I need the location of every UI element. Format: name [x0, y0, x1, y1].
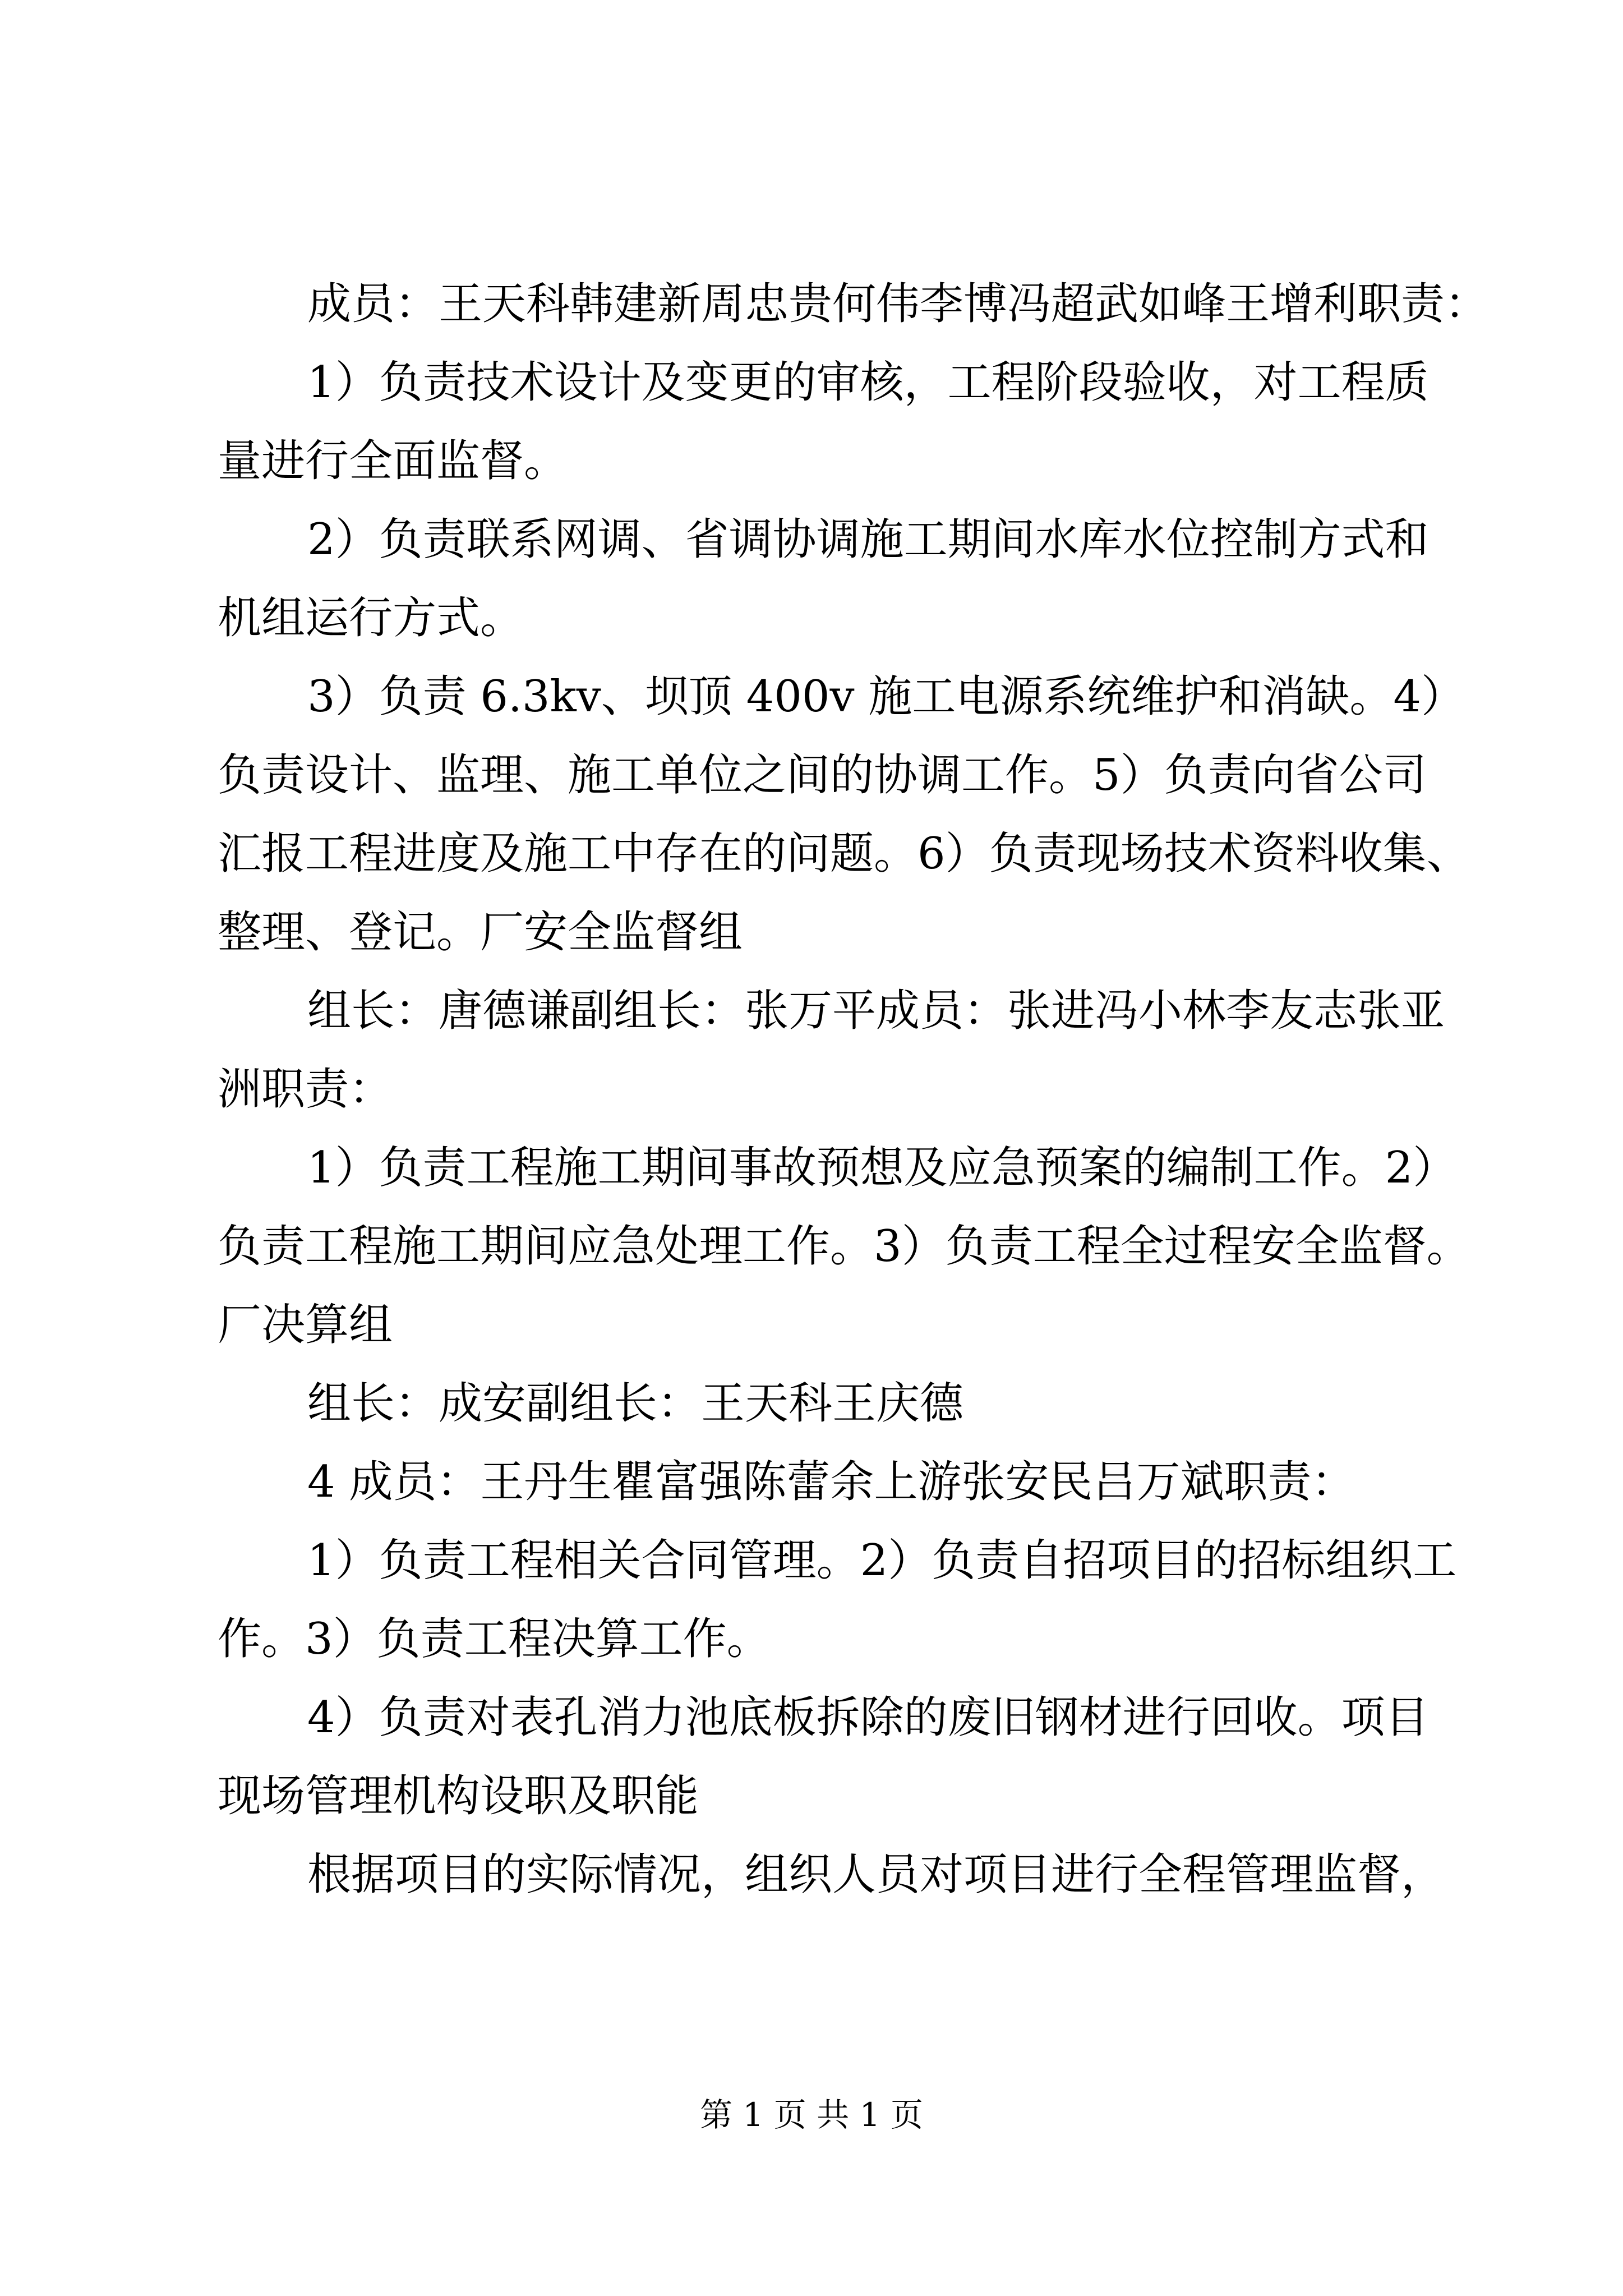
paragraph-line: 负责设计、监理、施工单位之间的协调工作。5）负责向省公司 [218, 750, 1427, 800]
paragraph-line: 机组运行方式。 [218, 593, 524, 643]
paragraph-line: 1）负责技术设计及变更的审核，工程阶段验收，对工程质 [307, 357, 1429, 408]
page-footer: 第 1 页 共 1 页 [700, 2096, 923, 2134]
document-body [218, 265, 1489, 1914]
paragraph-line: 4）负责对表孔消力池底板拆除的废旧钢材进行回收。项目 [307, 1692, 1429, 1743]
paragraph-line: 汇报工程进度及施工中存在的问题。6）负责现场技术资料收集、 [218, 829, 1470, 879]
paragraph-line: 1）负责工程相关合同管理。2）负责自招项目的招标组织工 [307, 1535, 1457, 1586]
paragraph-line: 3）负责 6.3kv、坝顶 400v 施工电源系统维护和消缺。4） [307, 671, 1465, 722]
paragraph-line: 洲职责： [218, 1064, 393, 1115]
paragraph-line: 现场管理机构设职及职能 [218, 1771, 699, 1821]
paragraph-line: 作。3）负责工程决算工作。 [218, 1614, 771, 1664]
paragraph-line: 整理、登记。厂安全监督组 [218, 907, 743, 958]
paragraph-line: 厂决算组 [218, 1300, 393, 1350]
paragraph-line: 成员：王天科韩建新周忠贵何伟李博冯超武如峰王增利职责： [307, 279, 1489, 329]
paragraph-line: 4 成员：王丹生瞿富强陈蕾余上游张安民吕万斌职责： [307, 1457, 1355, 1507]
paragraph-line: 负责工程施工期间应急处理工作。3）负责工程全过程安全监督。 [218, 1221, 1470, 1272]
paragraph-line: 组长：唐德谦副组长：张万平成员：张进冯小林李友志张亚 [307, 986, 1445, 1036]
paragraph-line: 1）负责工程施工期间事故预想及应急预案的编制工作。2） [307, 1143, 1457, 1193]
paragraph-line: 组长：成安副组长：王天科王庆德 [307, 1378, 964, 1429]
paragraph-line: 量进行全面监督。 [218, 436, 568, 486]
paragraph-line: 根据项目的实际情况，组织人员对项目进行全程管理监督， [307, 1849, 1445, 1900]
paragraph-line: 2）负责联系网调、省调协调施工期间水库水位控制方式和 [307, 514, 1429, 565]
